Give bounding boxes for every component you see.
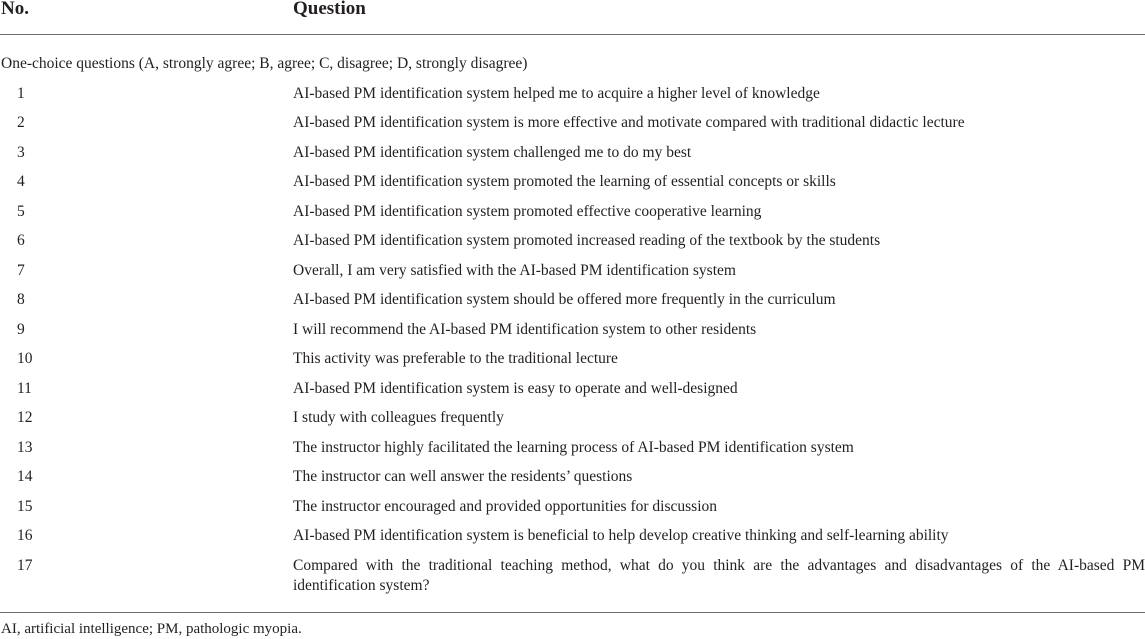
question-number: 7 <box>17 262 25 279</box>
question-number: 14 <box>17 468 33 485</box>
question-number: 13 <box>17 439 33 456</box>
question-number: 2 <box>17 114 25 131</box>
question-text: Overall, I am very satisfied with the AI-based PM identification system <box>293 262 736 279</box>
question-text: AI-based PM identification system promoted the learning of essential concepts or skills <box>293 173 836 190</box>
question-number: 10 <box>17 350 33 367</box>
question-number: 8 <box>17 291 25 308</box>
question-number: 5 <box>17 203 25 220</box>
question-number: 15 <box>17 498 33 515</box>
question-number: 12 <box>17 409 33 426</box>
column-header-no: No. <box>1 0 29 19</box>
question-text: The instructor highly facilitated the learning process of AI-based PM identification system <box>293 439 854 456</box>
question-number: 17 <box>17 557 33 574</box>
question-text: I study with colleagues frequently <box>293 409 504 426</box>
section-label: One-choice questions (A, strongly agree; B, agree; C, disagree; D, strongly disagree) <box>1 55 528 72</box>
question-text: AI-based PM identification system is more effective and motivate compared with traditional didactic lecture <box>293 114 965 131</box>
question-text: This activity was preferable to the traditional lecture <box>293 350 618 367</box>
question-text: AI-based PM identification system should be offered more frequently in the curriculum <box>293 291 836 308</box>
question-number: 11 <box>17 380 32 397</box>
question-number: 1 <box>17 85 25 102</box>
question-text: AI-based PM identification system is beneficial to help develop creative thinking and self-learning ability <box>293 527 949 544</box>
question-text: AI-based PM identification system promoted effective cooperative learning <box>293 203 762 220</box>
question-text: AI-based PM identification system is easy to operate and well-designed <box>293 380 738 397</box>
table-bottom-rule <box>0 612 1145 613</box>
question-text: I will recommend the AI-based PM identification system to other residents <box>293 321 757 338</box>
question-text: AI-based PM identification system challenged me to do my best <box>293 144 692 161</box>
table-header <box>0 0 1145 35</box>
question-number: 4 <box>17 173 25 190</box>
column-header-question: Question <box>293 0 366 19</box>
question-number: 16 <box>17 527 33 544</box>
question-text: AI-based PM identification system helped me to acquire a higher level of knowledge <box>293 85 820 102</box>
question-text: AI-based PM identification system promoted increased reading of the textbook by the students <box>293 232 881 249</box>
question-number: 6 <box>17 232 25 249</box>
table-footnote: AI, artificial intelligence; PM, pathologic myopia. <box>1 621 302 637</box>
question-text: The instructor encouraged and provided opportunities for discussion <box>293 498 717 515</box>
question-number: 9 <box>17 321 25 338</box>
question-text: Compared with the traditional teaching method, what do you think are the advantages and disadvantages of the AI-based PM identification system? <box>293 557 1145 594</box>
question-number: 3 <box>17 144 25 161</box>
question-text: The instructor can well answer the residents’ questions <box>293 468 633 485</box>
